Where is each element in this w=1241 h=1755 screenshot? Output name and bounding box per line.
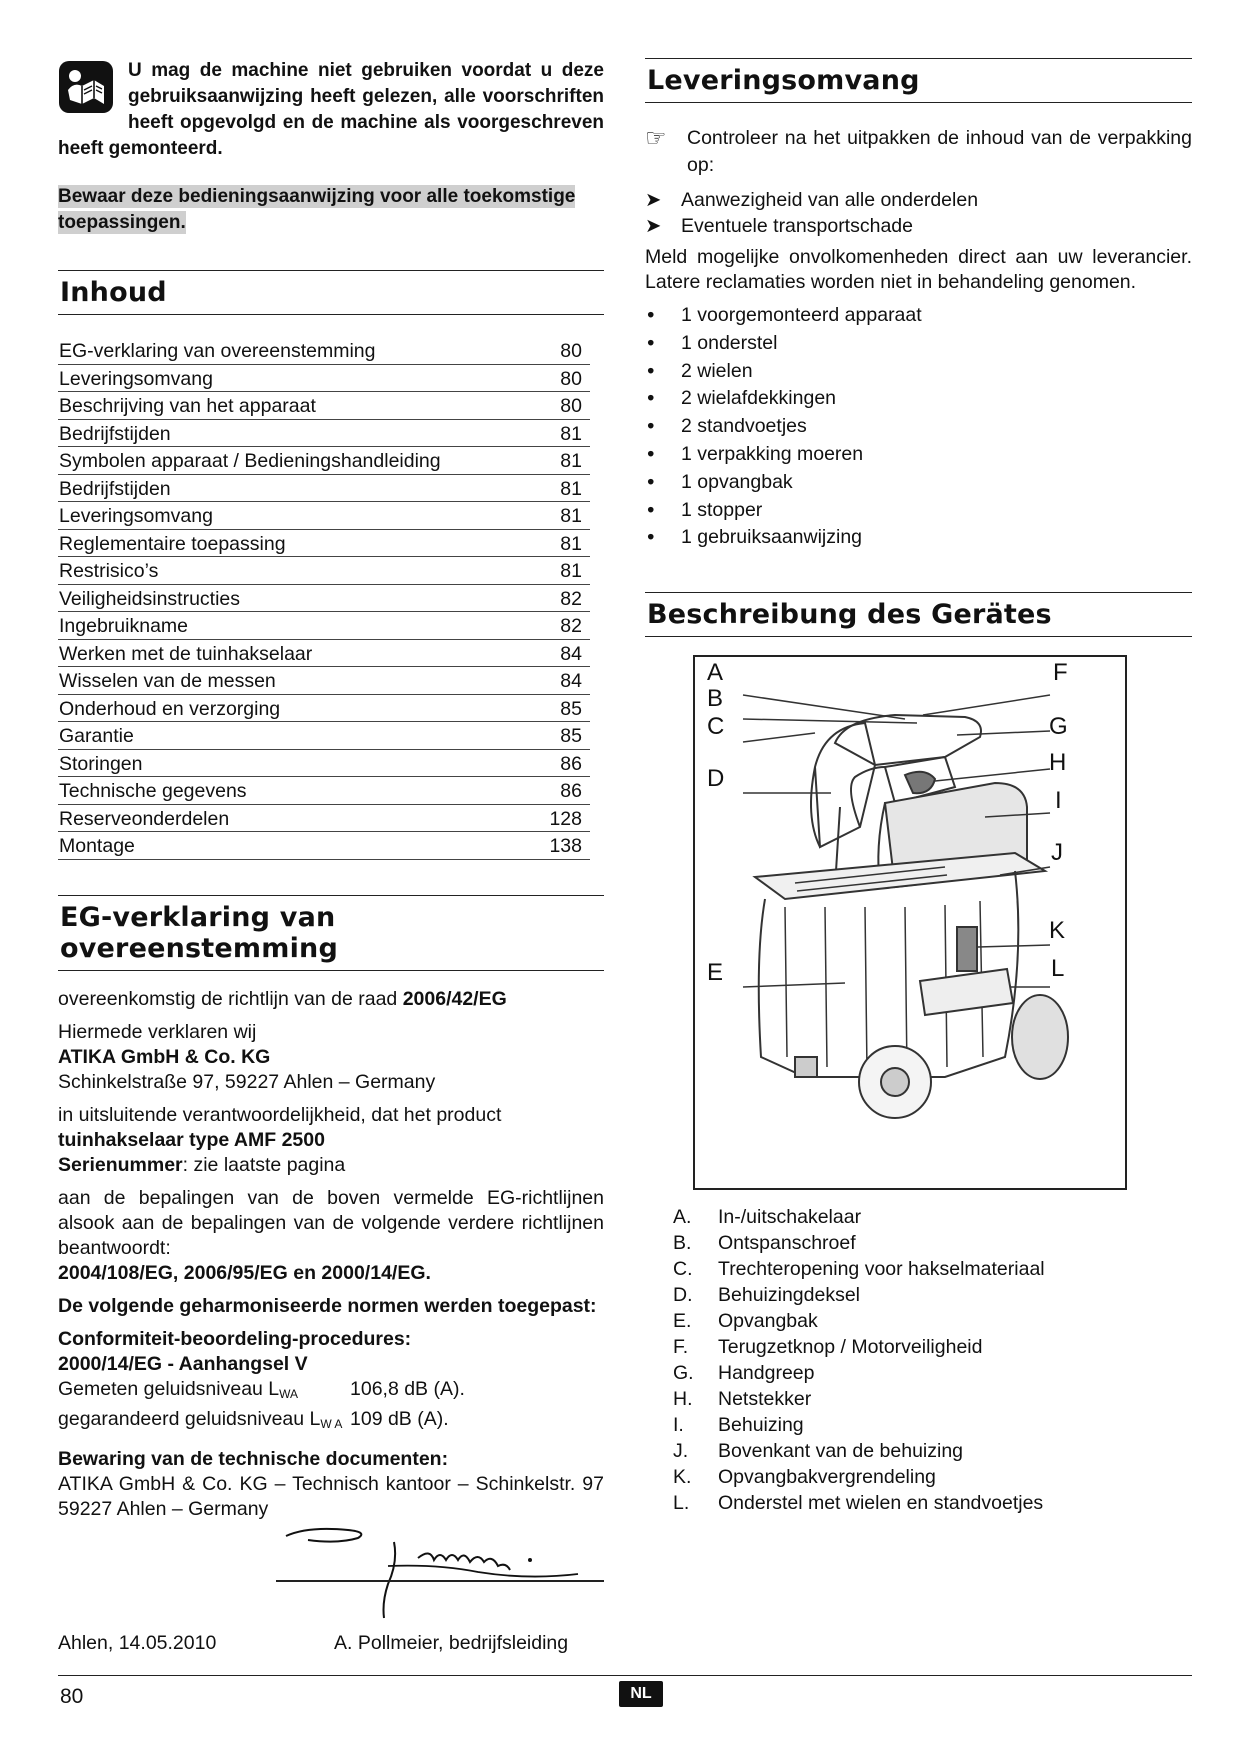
toc-label: Beschrijving van het apparaat xyxy=(59,395,316,417)
part-key: J. xyxy=(673,1440,689,1463)
toc-page: 84 xyxy=(560,642,582,665)
part-label: Trechteropening voor hakselmateriaal xyxy=(718,1258,1045,1281)
directive-prefix: overeenkomstig de richtlijn van de raad xyxy=(58,987,403,1010)
guaranteed-value: 109 dB (A). xyxy=(350,1407,449,1430)
toc-page: 85 xyxy=(560,725,582,747)
right-column xyxy=(645,58,1192,1516)
signature-line xyxy=(276,1580,604,1582)
check-list xyxy=(645,187,1192,239)
part-key: L. xyxy=(673,1492,690,1515)
toc-label: Bedrijfstijden xyxy=(59,422,171,445)
figure-label-e: E xyxy=(707,959,724,987)
serial-line xyxy=(58,1153,604,1178)
part-label: Terugzetknop / Motorveiligheid xyxy=(718,1336,983,1359)
toc-row xyxy=(58,750,590,778)
toc-row xyxy=(58,557,590,585)
part-item xyxy=(673,1308,1192,1334)
figure-label-a: A xyxy=(707,659,724,687)
figure-label-i: I xyxy=(1055,787,1062,815)
toc-page: 81 xyxy=(560,450,582,472)
toc-page: 86 xyxy=(560,780,582,802)
part-label: Opvangbak xyxy=(718,1310,818,1333)
procedure-title: Conformiteit-beoordeling-procedures: xyxy=(58,1327,412,1350)
part-item xyxy=(673,1438,1192,1464)
toc-page: 84 xyxy=(560,670,582,692)
part-key: I. xyxy=(673,1414,684,1437)
warning-notice xyxy=(58,58,604,162)
responsibility-line: in uitsluitende verantwoordelijkheid, dat het product xyxy=(58,1103,502,1126)
figure-label-j: J xyxy=(1051,839,1063,867)
toc-page: 86 xyxy=(560,752,582,775)
toc-page: 81 xyxy=(560,422,582,445)
docs-text: ATIKA GmbH & Co. KG – Technisch kantoor – Schinkelstr. 97 59227 Ahlen – Germany xyxy=(58,1472,604,1520)
part-item xyxy=(673,1334,1192,1360)
guaranteed-label: gegarandeerd geluidsniveau L xyxy=(58,1407,321,1430)
list-item-text: 1 verpakking moeren xyxy=(681,442,864,465)
toc-page: 81 xyxy=(560,505,582,527)
table-of-contents xyxy=(58,337,590,860)
product-name: tuinhakselaar type AMF 2500 xyxy=(58,1128,325,1151)
serial-label: Serienummer xyxy=(58,1153,183,1176)
part-label: Opvangbakvergrendeling xyxy=(718,1466,936,1489)
toc-row xyxy=(58,502,590,530)
list-item xyxy=(645,302,1192,330)
company-name: ATIKA GmbH & Co. KG xyxy=(58,1045,271,1068)
guaranteed-sub: W A xyxy=(320,1416,343,1431)
part-key: C. xyxy=(673,1258,693,1281)
arrow-icon: ➤ xyxy=(645,188,662,211)
toc-label: EG-verklaring van overeenstemming xyxy=(59,340,376,362)
part-item xyxy=(673,1282,1192,1308)
toc-row xyxy=(58,585,590,613)
signature-block xyxy=(58,1522,604,1632)
part-item xyxy=(673,1464,1192,1490)
part-label: Ontspanschroef xyxy=(718,1232,856,1255)
list-item-text: 1 onderstel xyxy=(681,331,778,354)
language-badge: NL xyxy=(619,1681,663,1707)
toc-label: Ingebruikname xyxy=(59,615,188,637)
bullet-icon: • xyxy=(645,470,657,494)
list-item xyxy=(645,330,1192,358)
check-item xyxy=(645,187,1192,213)
toc-label: Montage xyxy=(59,835,135,857)
company-address: Schinkelstraße 97, 59227 Ahlen – Germany xyxy=(58,1070,436,1093)
toc-row xyxy=(58,337,590,365)
place-date: Ahlen, 14.05.2010 xyxy=(58,1631,217,1654)
directive-line xyxy=(58,987,604,1012)
part-label: Behuizingdeksel xyxy=(718,1284,861,1307)
check-item xyxy=(645,213,1192,239)
bullet-icon: • xyxy=(645,331,657,355)
list-item xyxy=(645,358,1192,386)
figure-label-h: H xyxy=(1049,749,1067,777)
part-item xyxy=(673,1386,1192,1412)
toc-label: Bedrijfstijden xyxy=(59,477,171,500)
part-key: E. xyxy=(673,1310,692,1333)
part-label: Handgreep xyxy=(718,1362,815,1385)
toc-row xyxy=(58,530,590,558)
toc-page: 81 xyxy=(560,560,582,582)
toc-label: Reglementaire toepassing xyxy=(59,532,286,555)
toc-page: 81 xyxy=(560,532,582,555)
measured-value: 106,8 dB (A). xyxy=(350,1377,465,1400)
toc-label: Leveringsomvang xyxy=(59,367,213,390)
part-key: D. xyxy=(673,1284,693,1307)
part-label: Behuizing xyxy=(718,1414,804,1437)
figure-label-f: F xyxy=(1053,659,1068,687)
delivery-items xyxy=(645,302,1192,552)
guaranteed-label-wrap xyxy=(58,1407,350,1437)
part-key: A. xyxy=(673,1206,692,1229)
figure-label-k: K xyxy=(1049,917,1066,945)
toc-page: 128 xyxy=(549,807,582,830)
list-item xyxy=(645,385,1192,413)
toc-page: 82 xyxy=(560,615,582,637)
check-text: Controleer na het uitpakken de inhoud van de verpakking op: xyxy=(687,127,1192,176)
footer-line xyxy=(58,1675,1192,1676)
toc-row xyxy=(58,475,590,503)
figure-label-l: L xyxy=(1051,955,1065,983)
toc-row xyxy=(58,777,590,805)
toc-label: Symbolen apparaat / Bedieningshandleiding xyxy=(59,450,441,472)
bullet-icon: • xyxy=(645,387,657,411)
figure-label-b: B xyxy=(707,685,724,713)
list-item xyxy=(645,524,1192,552)
measured-label: Gemeten geluidsniveau L xyxy=(58,1377,280,1400)
check-item-text: Eventuele transportschade xyxy=(681,215,913,237)
declaration-heading: EG-verklaring van overeenstemming xyxy=(58,895,604,971)
signatory: A. Pollmeier, bedrijfsleiding xyxy=(334,1631,569,1654)
measured-sub: WA xyxy=(279,1386,299,1401)
list-item-text: 1 gebruiksaanwijzing xyxy=(681,526,863,549)
left-column xyxy=(58,58,604,1655)
serial-text: : zie laatste pagina xyxy=(182,1153,346,1176)
list-item-text: 2 wielen xyxy=(681,359,753,382)
keep-text: Bewaar deze bedieningsaanwijzing voor alle toekomstige toepassingen. xyxy=(58,186,576,233)
part-key: K. xyxy=(673,1466,692,1489)
part-item xyxy=(673,1490,1192,1516)
toc-page: 82 xyxy=(560,587,582,610)
guaranteed-noise-row xyxy=(58,1407,604,1437)
directives-list: 2004/108/EG, 2006/95/EG en 2000/14/EG. xyxy=(58,1261,431,1284)
part-label: Onderstel met wielen en standvoetjes xyxy=(718,1492,1044,1515)
part-label: Bovenkant van de behuizing xyxy=(718,1440,964,1463)
bullet-icon: • xyxy=(645,359,657,383)
toc-row xyxy=(58,722,590,750)
toc-page: 80 xyxy=(560,340,582,362)
list-item-text: 2 standvoetjes xyxy=(681,415,807,438)
toc-label: Veiligheidsinstructies xyxy=(59,587,241,610)
toc-page: 80 xyxy=(560,367,582,390)
list-item xyxy=(645,413,1192,441)
list-item-text: 1 opvangbak xyxy=(681,470,793,493)
toc-page: 81 xyxy=(560,477,582,500)
toc-row xyxy=(58,365,590,393)
toc-row xyxy=(58,392,590,420)
toc-label: Reserveonderdelen xyxy=(59,807,230,830)
read-manual-icon xyxy=(58,60,116,114)
part-item xyxy=(673,1230,1192,1256)
docs-title: Bewaring van de technische documenten: xyxy=(58,1447,449,1470)
list-item xyxy=(645,497,1192,525)
toc-label: Technische gegevens xyxy=(59,780,247,802)
part-key: F. xyxy=(673,1336,689,1359)
procedure-annex: 2000/14/EG - Aanhangsel V xyxy=(58,1352,308,1375)
toc-row xyxy=(58,640,590,668)
declare-line: Hiermede verklaren wij xyxy=(58,1020,257,1043)
figure-label-c: C xyxy=(707,713,725,741)
list-item-text: 1 stopper xyxy=(681,498,763,521)
parts-list xyxy=(673,1204,1192,1516)
compliance-text: aan de bepalingen van de boven vermelde EG-richtlijnen alsook aan de bepalingen van de volgende verdere richtlijnen beantwoordt: xyxy=(58,1186,604,1259)
pointing-hand-icon: ☞ xyxy=(645,124,667,152)
part-item xyxy=(673,1412,1192,1438)
toc-row xyxy=(58,420,590,448)
signature-footer xyxy=(58,1632,604,1655)
toc-row xyxy=(58,805,590,833)
part-key: G. xyxy=(673,1362,694,1385)
part-label: In-/uitschakelaar xyxy=(718,1206,862,1229)
toc-page: 80 xyxy=(560,395,582,417)
page-number: 80 xyxy=(60,1685,84,1708)
declaration-body xyxy=(58,987,604,1522)
list-item xyxy=(645,469,1192,497)
list-item-text: 2 wielafdekkingen xyxy=(681,387,837,410)
description-heading: Beschreibung des Gerätes xyxy=(645,592,1192,637)
signature-image xyxy=(58,1522,604,1632)
figure-label-g: G xyxy=(1049,713,1068,741)
arrow-icon: ➤ xyxy=(645,214,662,237)
toc-page: 138 xyxy=(549,835,582,857)
part-item xyxy=(673,1256,1192,1282)
list-item xyxy=(645,441,1192,469)
toc-label: Garantie xyxy=(59,725,134,747)
report-text: Meld mogelijke onvolkomenheden direct aan uw leverancier. Latere reclamaties worden niet in behandeling genomen. xyxy=(645,246,1192,293)
toc-page: 85 xyxy=(560,697,582,720)
device-figure xyxy=(693,655,1127,1190)
part-item xyxy=(673,1204,1192,1230)
check-item-text: Aanwezigheid van alle onderdelen xyxy=(681,189,979,211)
check-instruction xyxy=(645,125,1192,179)
bullet-icon: • xyxy=(645,442,657,466)
toc-row xyxy=(58,447,590,475)
toc-label: Storingen xyxy=(59,752,143,775)
bullet-icon: • xyxy=(645,304,657,327)
toc-label: Wisselen van de messen xyxy=(59,670,276,692)
figure-label-d: D xyxy=(707,765,725,793)
toc-row xyxy=(58,695,590,723)
toc-heading: Inhoud xyxy=(58,270,604,315)
toc-row xyxy=(58,667,590,695)
part-key: H. xyxy=(673,1388,693,1411)
bullet-icon: • xyxy=(645,526,657,550)
part-key: B. xyxy=(673,1232,692,1255)
toc-label: Restrisico’s xyxy=(59,560,159,582)
directive-number: 2006/42/EG xyxy=(402,987,507,1010)
bullet-icon: • xyxy=(645,415,657,439)
measured-label-wrap xyxy=(58,1377,350,1407)
bullet-icon: • xyxy=(645,498,657,522)
warning-text: U mag de machine niet gebruiken voordat u deze gebruiksaanwijzing heeft gelezen, alle voorschriften heeft opgevolgd en de machine als voorgeschreven heeft gemonteerd. xyxy=(58,60,604,159)
delivery-heading: Leveringsomvang xyxy=(645,58,1192,103)
toc-row xyxy=(58,832,590,860)
toc-row xyxy=(58,612,590,640)
list-item-text: 1 voorgemonteerd apparaat xyxy=(681,304,922,326)
norms-line: De volgende geharmoniseerde normen werden toegepast: xyxy=(58,1294,597,1317)
part-label: Netstekker xyxy=(718,1388,812,1411)
part-item xyxy=(673,1360,1192,1386)
keep-instructions xyxy=(58,184,604,236)
toc-label: Leveringsomvang xyxy=(59,505,213,527)
toc-label: Onderhoud en verzorging xyxy=(59,697,281,720)
toc-label: Werken met de tuinhakselaar xyxy=(59,642,313,665)
measured-noise-row xyxy=(58,1377,604,1407)
